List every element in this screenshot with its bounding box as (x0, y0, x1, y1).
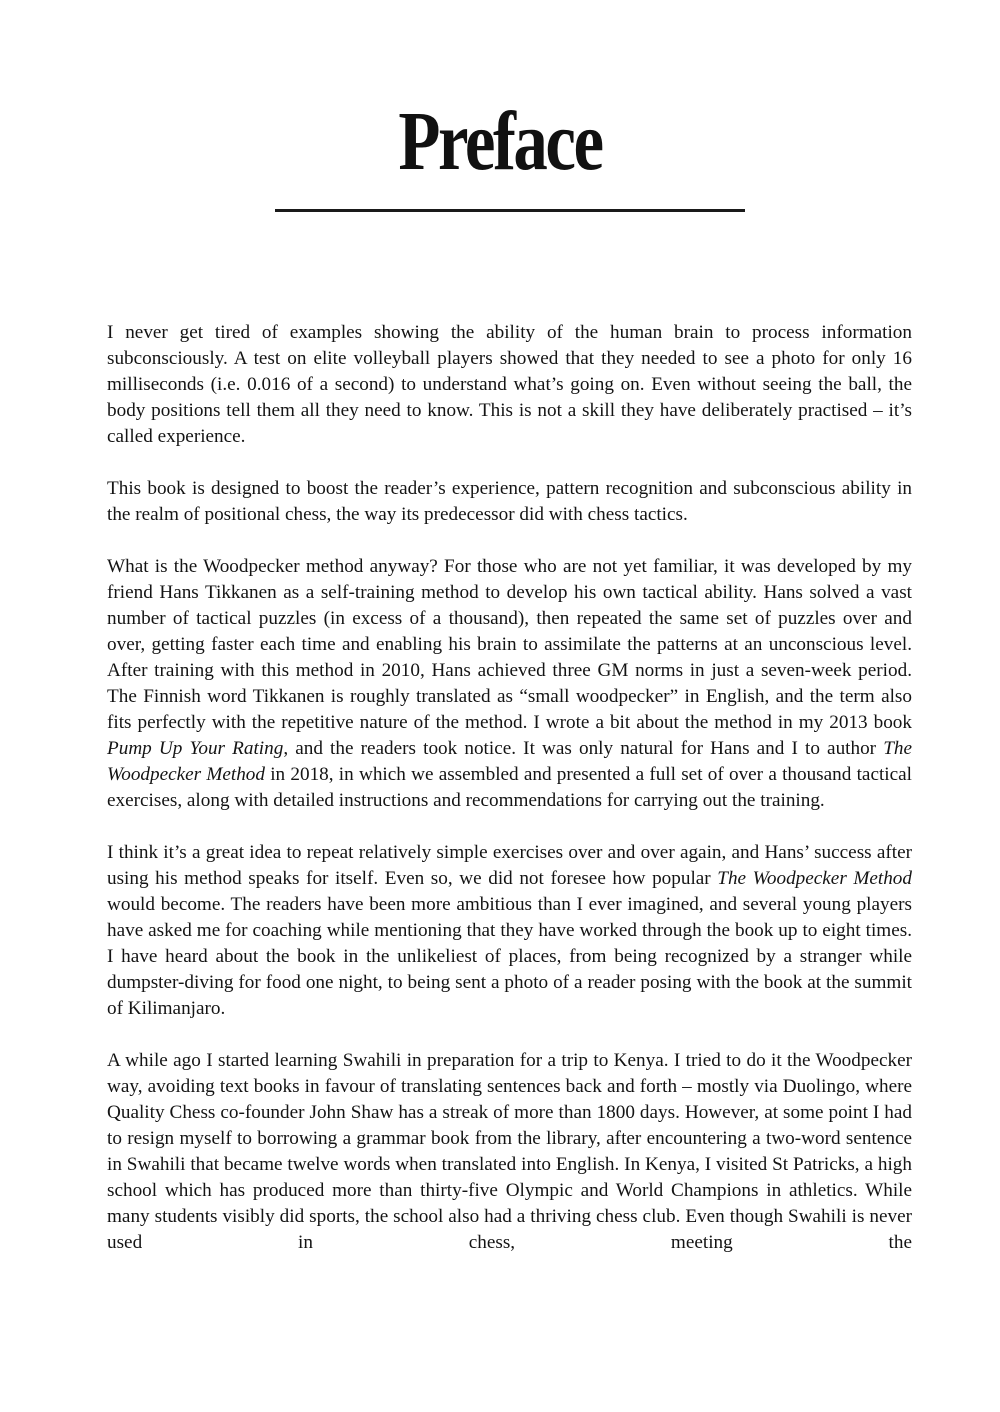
book-title-italic: The Woodpecker Method (717, 868, 912, 889)
paragraph-3 (107, 554, 912, 814)
book-title-italic: The Woodpecker Method (107, 738, 912, 785)
page-title: Preface (398, 95, 602, 188)
paragraph-text: This book is designed to boost the reader’s experience, pattern recognition and subconscious ability in the realm of positional chess, the way its predecessor did with chess tactics. (107, 478, 912, 525)
paragraph-2 (107, 476, 912, 528)
body-text (107, 320, 912, 1256)
paragraph-text: What is the Woodpecker method anyway? For those who are not yet familiar, it was developed by my friend Hans Tikkanen as a self-training method to develop his own tactical ability. Hans solved a vast number of tactical puzzles (in excess of a thousand), then repeated the same set of puzzles over and over, getting faster each time and enabling his brain to assimilate the patterns at an unconscious level. After training with this method in 2010, Hans achieved three GM norms in just a seven-week period. The Finnish word Tikkanen is roughly translated as “small woodpecker” in English, and the term also fits perfectly with the repetitive nature of the method. I wrote a bit about the method in my 2013 book (107, 556, 912, 733)
paragraph-text: , and the readers took notice. It was only natural for Hans and I to author (283, 738, 884, 759)
book-title-italic: Pump Up Your Rating (107, 738, 284, 759)
paragraph-text: in 2018, in which we assembled and presented a full set of over a thousand tactical exercises, along with detailed instructions and recommendations for carrying out the training. (107, 764, 912, 811)
paragraph-text: A while ago I started learning Swahili in preparation for a trip to Kenya. I tried to do it the Woodpecker way, avoiding text books in favour of translating sentences back and forth – mostly via Duolingo, where Quality Chess co-founder John Shaw has a streak of more than 1800 days. However, at some point I had to resign myself to borrowing a grammar book from the library, after encountering a two-word sentence in Swahili that became twelve words when translated into English. In Kenya, I visited St Patricks, a high school which has produced more than thirty-five Olympic and World Champions in athletics. While many students visibly did sports, the school also had a thriving chess club. Even though Swahili is never used in chess, meeting the (107, 1050, 912, 1253)
paragraph-text: I think it’s a great idea to repeat relatively simple exercises over and over again, and Hans’ success after using his method speaks for itself. Even so, we did not foresee how popular (107, 842, 912, 889)
paragraph-text: would become. The readers have been more ambitious than I ever imagined, and several young players have asked me for coaching while mentioning that they have worked through the book up to eight times. I have heard about the book in the unlikeliest of places, from being recognized by a stranger while dumpster-diving for food one night, to being sent a photo of a reader posing with the book at the summit of Kilimanjaro. (107, 894, 912, 1019)
paragraph-5 (107, 1048, 912, 1256)
title-underline (275, 209, 745, 212)
paragraph-text: I never get tired of examples showing the ability of the human brain to process information subconsciously. A test on elite volleyball players showed that they needed to see a photo for only 16 milliseconds (i.e. 0.016 of a second) to understand what’s going on. Even without seeing the ball, the body positions tell them all they need to know. This is not a skill they have deliberately practised – it’s called experience. (107, 322, 912, 447)
paragraph-4 (107, 840, 912, 1022)
paragraph-1 (107, 320, 912, 450)
